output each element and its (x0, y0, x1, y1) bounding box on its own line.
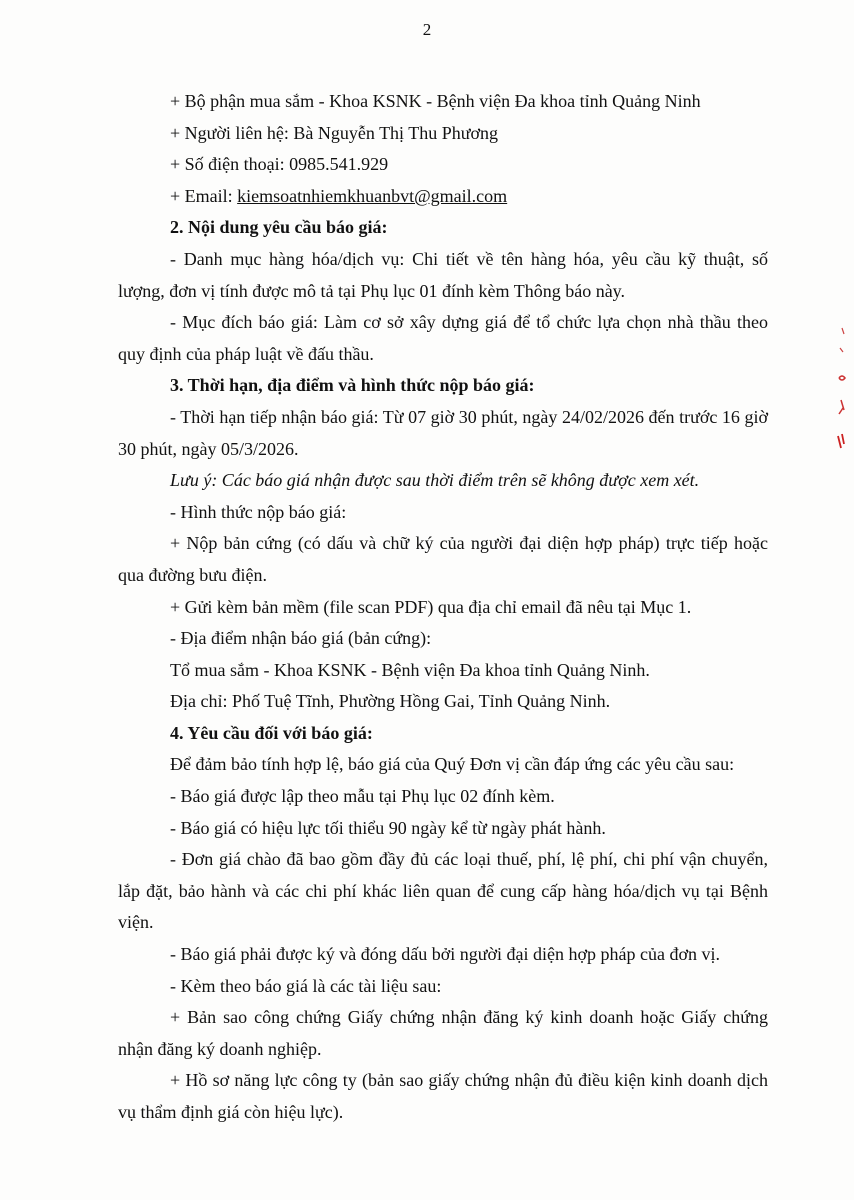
section-heading-3: 3. Thời hạn, địa điểm và hình thức nộp báo giá: (170, 375, 535, 396)
paragraph: - Báo giá được lập theo mẫu tại Phụ lục 02 đính kèm. (170, 786, 555, 807)
paragraph: + Hồ sơ năng lực công ty (bản sao giấy chứng nhận đủ điều kiện kinh doanh dịch vụ thẩm định giá còn hiệu lực). (118, 1070, 768, 1122)
paragraph: + Nộp bản cứng (có dấu và chữ ký của người đại diện hợp pháp) trực tiếp hoặc qua đường bưu điện. (118, 533, 768, 585)
paragraph: - Báo giá phải được ký và đóng dấu bởi người đại diện hợp pháp của đơn vị. (170, 944, 720, 965)
paragraph: - Đơn giá chào đã bao gồm đầy đủ các loại thuế, phí, lệ phí, chi phí vận chuyển, lắp đặt, bảo hành và các chi phí khác liên quan để cung cấp hàng hóa/dịch vụ tại Bệnh viện. (118, 849, 768, 933)
contact-email (118, 181, 768, 213)
email-prefix: + Email: (170, 185, 238, 206)
paragraph: + Bản sao công chứng Giấy chứng nhận đăng ký kinh doanh hoặc Giấy chứng nhận đăng ký doanh nghiệp. (118, 1007, 768, 1059)
section-heading-2: 2. Nội dung yêu cầu báo giá: (170, 217, 388, 238)
document-body (118, 86, 768, 1129)
paragraph: Tổ mua sắm - Khoa KSNK - Bệnh viện Đa khoa tỉnh Quảng Ninh. (170, 659, 650, 680)
paragraph: - Danh mục hàng hóa/dịch vụ: Chi tiết về tên hàng hóa, yêu cầu kỹ thuật, số lượng, đơn vị tính được mô tả tại Phụ lục 01 đính kèm Thông báo này. (118, 248, 768, 301)
paragraph: - Hình thức nộp báo giá: (170, 501, 347, 522)
paragraph: - Kèm theo báo giá là các tài liệu sau: (170, 975, 442, 996)
paragraph: - Địa điểm nhận báo giá (bản cứng): (170, 628, 432, 649)
section-heading-4: 4. Yêu cầu đối với báo giá: (170, 722, 373, 743)
paragraph: - Báo giá có hiệu lực tối thiểu 90 ngày kể từ ngày phát hành. (170, 817, 606, 838)
contact-person: + Người liên hệ: Bà Nguyễn Thị Thu Phương (170, 122, 499, 143)
contact-phone: + Số điện thoại: 0985.541.929 (170, 154, 389, 175)
contact-department: + Bộ phận mua sắm - Khoa KSNK - Bệnh viện Đa khoa tỉnh Quảng Ninh (170, 91, 701, 111)
paragraph: Để đảm bảo tính hợp lệ, báo giá của Quý Đơn vị cần đáp ứng các yêu cầu sau: (170, 754, 735, 775)
margin-stamp-mark (830, 318, 850, 458)
email-link[interactable]: kiemsoatnhiemkhuanbvt@gmail.com (237, 185, 508, 206)
note: Lưu ý: Các báo giá nhận được sau thời điểm trên sẽ không được xem xét. (170, 470, 700, 491)
paragraph: - Thời hạn tiếp nhận báo giá: Từ 07 giờ 30 phút, ngày 24/02/2026 đến trước 16 giờ 30 phút, ngày 05/3/2026. (118, 406, 768, 459)
page-number: 2 (422, 20, 432, 39)
paragraph: + Gửi kèm bản mềm (file scan PDF) qua địa chỉ email đã nêu tại Mục 1. (170, 596, 692, 617)
paragraph: Địa chỉ: Phố Tuệ Tĩnh, Phường Hồng Gai, Tỉnh Quảng Ninh. (170, 691, 611, 712)
paragraph: - Mục đích báo giá: Làm cơ sở xây dựng giá để tổ chức lựa chọn nhà thầu theo quy định của pháp luật về đấu thầu. (118, 312, 768, 364)
